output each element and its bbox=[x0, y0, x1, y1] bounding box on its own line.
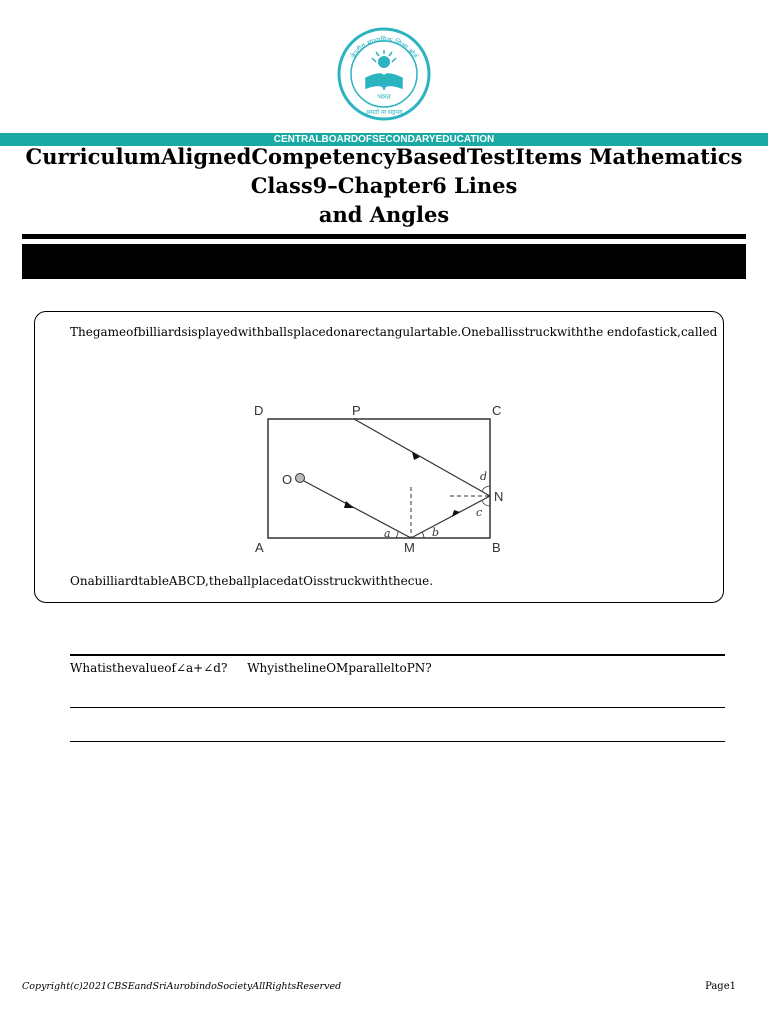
path-NP bbox=[354, 419, 490, 496]
question-intro: Thegameofbilliardsisplayedwithballsplacedonarectangulartable.Oneballisstruckwiththe endofastick,called bbox=[70, 325, 718, 339]
logo-country: भारत bbox=[377, 93, 391, 101]
angle-c: c bbox=[476, 506, 483, 519]
arrow-OM bbox=[344, 501, 354, 508]
page-number: Page1 bbox=[705, 981, 736, 992]
answer-line-1 bbox=[70, 707, 725, 708]
arc-d bbox=[482, 486, 490, 491]
board-banner: CENTRALBOARDOFSECONDARYEDUCATION bbox=[0, 133, 768, 146]
answer-rule-top bbox=[70, 654, 725, 656]
label-P: P bbox=[352, 403, 361, 418]
label-A: A bbox=[255, 540, 264, 555]
answer-line-2 bbox=[70, 741, 725, 742]
sub-question-1: Whatisthevalueof∠a+∠d? bbox=[70, 661, 228, 675]
book-icon bbox=[366, 50, 402, 90]
question-caption: OnabilliardtableABCD,theballplacedatOisstruckwiththecue. bbox=[70, 574, 434, 588]
billiard-table-figure bbox=[246, 397, 526, 559]
copyright-notice: Copyright(c)2021CBSEandSriAurobindoSocietyAllRightsReserved bbox=[22, 981, 342, 992]
angle-d: d bbox=[480, 470, 488, 483]
arc-a bbox=[396, 531, 398, 538]
label-M: M bbox=[404, 540, 415, 555]
logo-motto: असतो मा सद्गमय bbox=[365, 109, 403, 116]
label-N: N bbox=[494, 489, 504, 504]
document-title bbox=[0, 142, 768, 229]
label-O: O bbox=[282, 472, 293, 487]
title-line-1: CurriculumAlignedCompetencyBasedTestItems Mathematics bbox=[25, 144, 743, 169]
cbse-logo bbox=[336, 26, 432, 122]
angle-a: a bbox=[384, 527, 391, 540]
label-B: B bbox=[492, 540, 501, 555]
arc-c bbox=[482, 501, 490, 506]
sub-question-2: WhyisthelineOMparalleltoPN? bbox=[247, 661, 432, 675]
arc-b bbox=[422, 532, 424, 538]
path-OM bbox=[304, 481, 411, 538]
sub-questions bbox=[70, 661, 432, 675]
angle-b: b bbox=[432, 526, 440, 539]
logo-ring-text: केन्द्रीय माध्यमिक शिक्षा बोर्ड bbox=[349, 35, 419, 61]
label-D: D bbox=[254, 403, 264, 418]
ball bbox=[296, 474, 305, 483]
arrow-MN bbox=[452, 510, 460, 517]
title-line-2: Class9–Chapter6 Lines bbox=[250, 173, 518, 198]
title-line-3: and Angles bbox=[318, 202, 450, 227]
title-divider bbox=[22, 234, 746, 239]
section-bar bbox=[22, 244, 746, 279]
label-C: C bbox=[492, 403, 502, 418]
